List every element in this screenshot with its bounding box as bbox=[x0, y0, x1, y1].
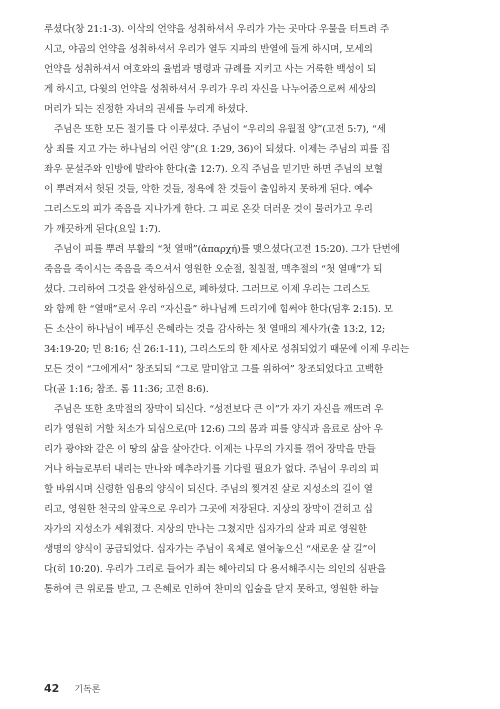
running-title: 기독론 bbox=[74, 685, 101, 695]
text-line: 루셨다(창 21:1-3). 이삭의 언약을 성취하셔서 우리가 가는 곳마다 우물을 터트려 주 bbox=[44, 24, 390, 35]
text-line: 자가의 지성소가 세워졌다. 지상의 만나는 그쳤지만 십자가의 살과 피로 영원한 bbox=[44, 524, 367, 535]
text-line: 머리가 되는 진정한 자녀의 권세를 누리게 하셨다. bbox=[44, 104, 248, 115]
text-line: 리고, 영원한 천국의 앞곡으로 우리가 그곳에 저장된다. 지상의 장막이 걷히고 십 bbox=[44, 504, 373, 515]
text-line: 주님이 피를 뿌려 부활의 “첫 열매”(ἀπαρχή)를 맺으셨다(고전 15:20). 그가 단번에 bbox=[54, 244, 400, 255]
text-line: 셨다. 그리하여 그것을 완성하심으로, 폐하셨다. 그러므로 이제 우리는 그리스도 bbox=[44, 284, 370, 295]
text-line: 다(히 10:20). 우리가 그리로 들어가 죄는 헤아리되 다 용서해주시는 의인의 심판을 bbox=[44, 564, 386, 575]
text-line: 죽음을 죽이시는 죽음을 죽으셔서 영원한 오순절, 칠칠절, 맥추절의 “첫 열매”가 되 bbox=[44, 264, 383, 275]
text-line: 언약을 성취하셔서 여호와의 율법과 명령과 규례를 지키고 사는 거룩한 백성이 되 bbox=[44, 64, 377, 75]
text-line: 리가 영원히 거할 처소가 되심으로(마 12:6) 그의 몸과 피를 양식과 음료로 삼아 우 bbox=[44, 424, 383, 435]
text-line: 다(골 1:16; 참조. 롬 11:36; 고전 8:6). bbox=[44, 384, 209, 395]
text-line: 34:19-20; 민 8:16; 신 26:1-11), 그리스도의 한 제사로 성취되었기 때문에 이제 우리는 bbox=[44, 344, 410, 355]
text-line: 이 뿌려져서 헛된 것들, 악한 것들, 정욕에 찬 것들이 출입하지 못하게 된다. 예수 bbox=[44, 184, 373, 195]
page-number: 42 bbox=[44, 682, 60, 695]
text-line: 통하여 큰 위로를 받고, 그 은혜로 인하여 찬미의 입술을 닫지 못하고, 영원한 하늘 bbox=[44, 584, 379, 595]
text-line: 생명의 양식이 공급되었다. 십자가는 주님이 육체로 열어놓으신 “새로운 살 길”이 bbox=[44, 544, 377, 555]
text-line: 주님은 또한 초막절의 장막이 되신다. “성전보다 큰 이”가 자기 자신을 깨뜨려 우 bbox=[54, 404, 384, 415]
body-text bbox=[44, 20, 464, 600]
text-line: 리가 광야와 같은 이 땅의 삶을 살아간다. 이제는 나무의 가지를 꺾어 장막을 만들 bbox=[44, 444, 376, 455]
text-line: 가 깨끗하게 된다(요일 1:7). bbox=[44, 224, 161, 235]
text-line: 모든 것이 “그에게서” 창조되되 “그로 말미암고 그를 위하여” 창조되었다고 고백한 bbox=[44, 364, 384, 375]
text-line: 주님은 또한 모든 절기를 다 이루셨다. 주님이 “우리의 유월절 양”(고전 5:7), “세 bbox=[54, 124, 386, 135]
page-footer bbox=[44, 678, 101, 696]
text-line: 좌우 문설주와 인방에 발라야 한다(출 12:7). 오직 주님을 믿기만 하면 주님의 보혈 bbox=[44, 164, 383, 175]
text-line: 시고, 야곱의 언약을 성취하셔서 우리가 열두 지파의 반열에 들게 하시며, 모세의 bbox=[44, 44, 373, 55]
text-line: 할 바위시며 신령한 임용의 양식이 되신다. 주님의 찢겨진 살로 지성소의 길이 열 bbox=[44, 484, 373, 495]
text-line: 상 죄를 지고 가는 하나님의 어린 양”(요 1:29, 36)이 되셨다. 이제는 주님의 피를 집 bbox=[44, 144, 391, 155]
text-line: 든 소산이 하나님이 베푸신 은혜라는 것을 감사하는 첫 열매의 제사가(출 13:2, 12; bbox=[44, 324, 386, 335]
text-line: 거나 하늘로부터 내리는 만나와 메추라기를 기다릴 필요가 없다. 주님이 우리의 피 bbox=[44, 464, 379, 475]
text-line: 게 하시고, 다윗의 언약을 성취하셔서 우리가 우리 자신을 나누어줌으로써 세상의 bbox=[44, 84, 377, 95]
text-line: 와 함께 한 “열매”로서 우리 “자신을” 하나님께 드리기에 힘써야 한다(딤후 2:15). 모 bbox=[44, 304, 393, 315]
text-line: 그리스도의 피가 죽음을 지나가게 한다. 그 피로 온갖 더러운 것이 물러가고 우리 bbox=[44, 204, 373, 215]
